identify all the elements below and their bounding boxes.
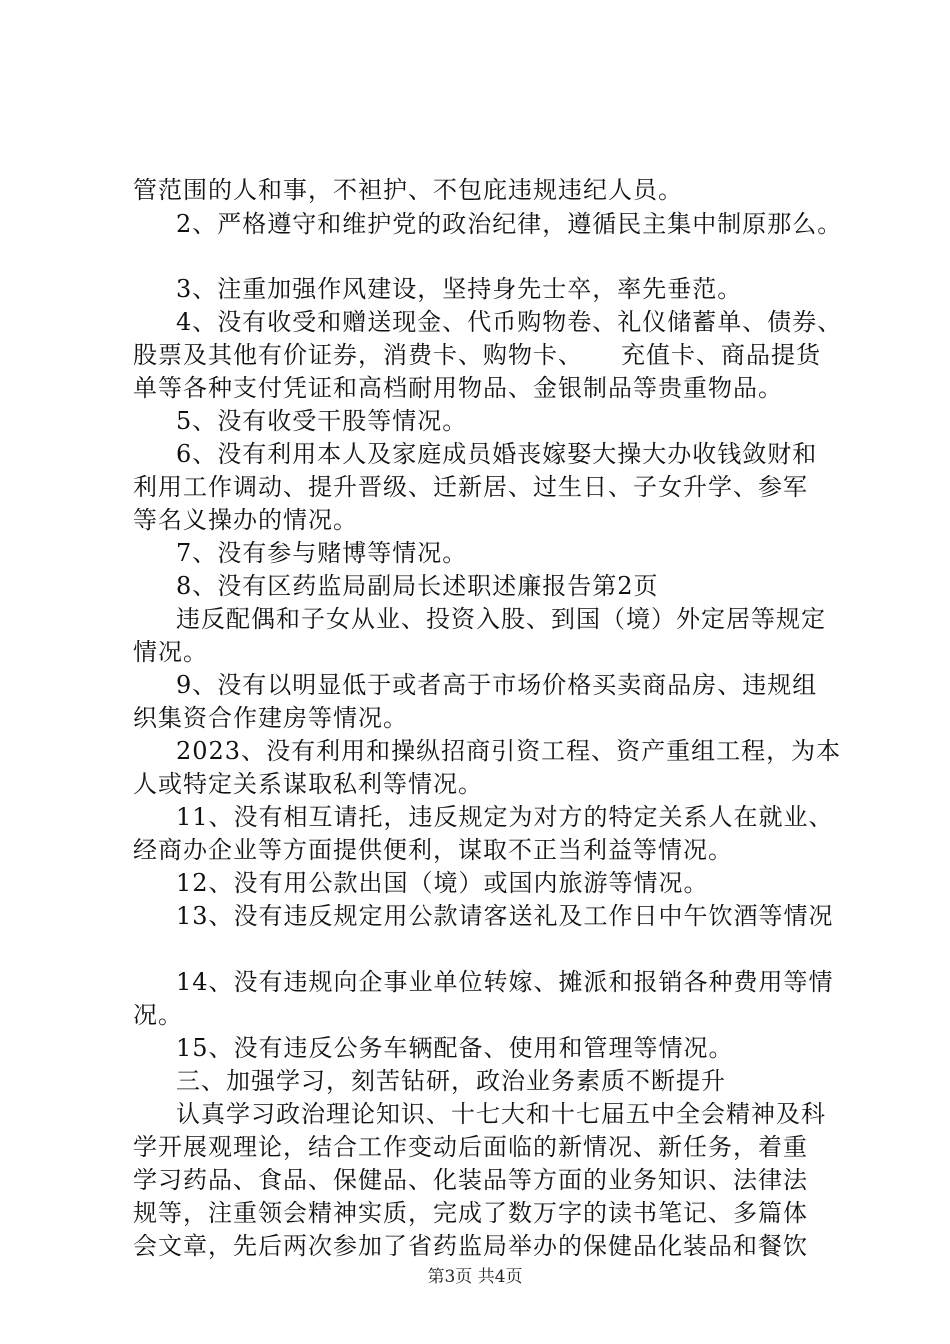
paragraph-line: 14、没有违规向企事业单位转嫁、摊派和报销各种费用等情	[176, 968, 834, 996]
paragraph-line: 经商办企业等方面提供便利，谋取不正当利益等情况。	[133, 836, 733, 864]
paragraph-line: 人或特定关系谋取私利等情况。	[133, 770, 483, 798]
paragraph-line: 违反配偶和子女从业、投资入股、到国（境）外定居等规定	[176, 605, 826, 633]
paragraph-line: 学习药品、食品、保健品、化装品等方面的业务知识、法律法	[133, 1166, 808, 1194]
paragraph-line: 学开展观理论，结合工作变动后面临的新情况、新任务，着重	[133, 1133, 808, 1161]
paragraph-line: 9、没有以明显低于或者高于市场价格买卖商品房、违规组	[176, 671, 818, 699]
paragraph-line: 3、注重加强作风建设，坚持身先士卒，率先垂范。	[176, 275, 743, 303]
paragraph-line: 织集资合作建房等情况。	[133, 704, 408, 732]
paragraph-line: 7、没有参与赌博等情况。	[176, 539, 468, 567]
paragraph-line: 13、没有违反规定用公款请客送礼及工作日中午饮酒等情况	[176, 902, 834, 930]
paragraph-line: 管范围的人和事，不袒护、不包庇违规违纪人员。	[133, 176, 683, 204]
paragraph-line: 股票及其他有价证券，消费卡、购物卡、 充值卡、商品提货	[133, 341, 821, 369]
paragraph-line: 8、没有区药监局副局长述职述廉报告第2页	[176, 572, 659, 600]
page-footer: 第3页 共4页	[427, 1267, 523, 1287]
paragraph-line: 12、没有用公款出国（境）或国内旅游等情况。	[176, 869, 709, 897]
paragraph-line: 认真学习政治理论知识、十七大和十七届五中全会精神及科	[176, 1100, 826, 1128]
paragraph-line: 规等，注重领会精神实质，完成了数万字的读书笔记、多篇体	[133, 1199, 808, 1227]
paragraph-line: 6、没有利用本人及家庭成员婚丧嫁娶大操大办收钱敛财和	[176, 440, 818, 468]
paragraph-line: 况。	[133, 1001, 183, 1029]
paragraph-line: 11、没有相互请托，违反规定为对方的特定关系人在就业、	[176, 803, 834, 831]
paragraph-line: 情况。	[133, 638, 208, 666]
paragraph-line: 15、没有违反公务车辆配备、使用和管理等情况。	[176, 1034, 734, 1062]
paragraph-line: 2023、没有利用和操纵招商引资工程、资产重组工程，为本	[176, 737, 842, 765]
paragraph-line: 4、没有收受和赠送现金、代币购物卷、礼仪储蓄单、债券、	[176, 308, 843, 336]
paragraph-line: 5、没有收受干股等情况。	[176, 407, 468, 435]
paragraph-line: 等名义操办的情况。	[133, 506, 358, 534]
paragraph-line: 会文章，先后两次参加了省药监局举办的保健品化装品和餐饮	[133, 1232, 808, 1260]
paragraph-line: 利用工作调动、提升晋级、迁新居、过生日、子女升学、参军	[133, 473, 808, 501]
paragraph-line: 单等各种支付凭证和高档耐用物品、金银制品等贵重物品。	[133, 374, 783, 402]
paragraph-line: 2、严格遵守和维护党的政治纪律，遵循民主集中制原那么。	[176, 210, 843, 238]
section-heading: 三、加强学习，刻苦钻研，政治业务素质不断提升	[176, 1067, 726, 1095]
